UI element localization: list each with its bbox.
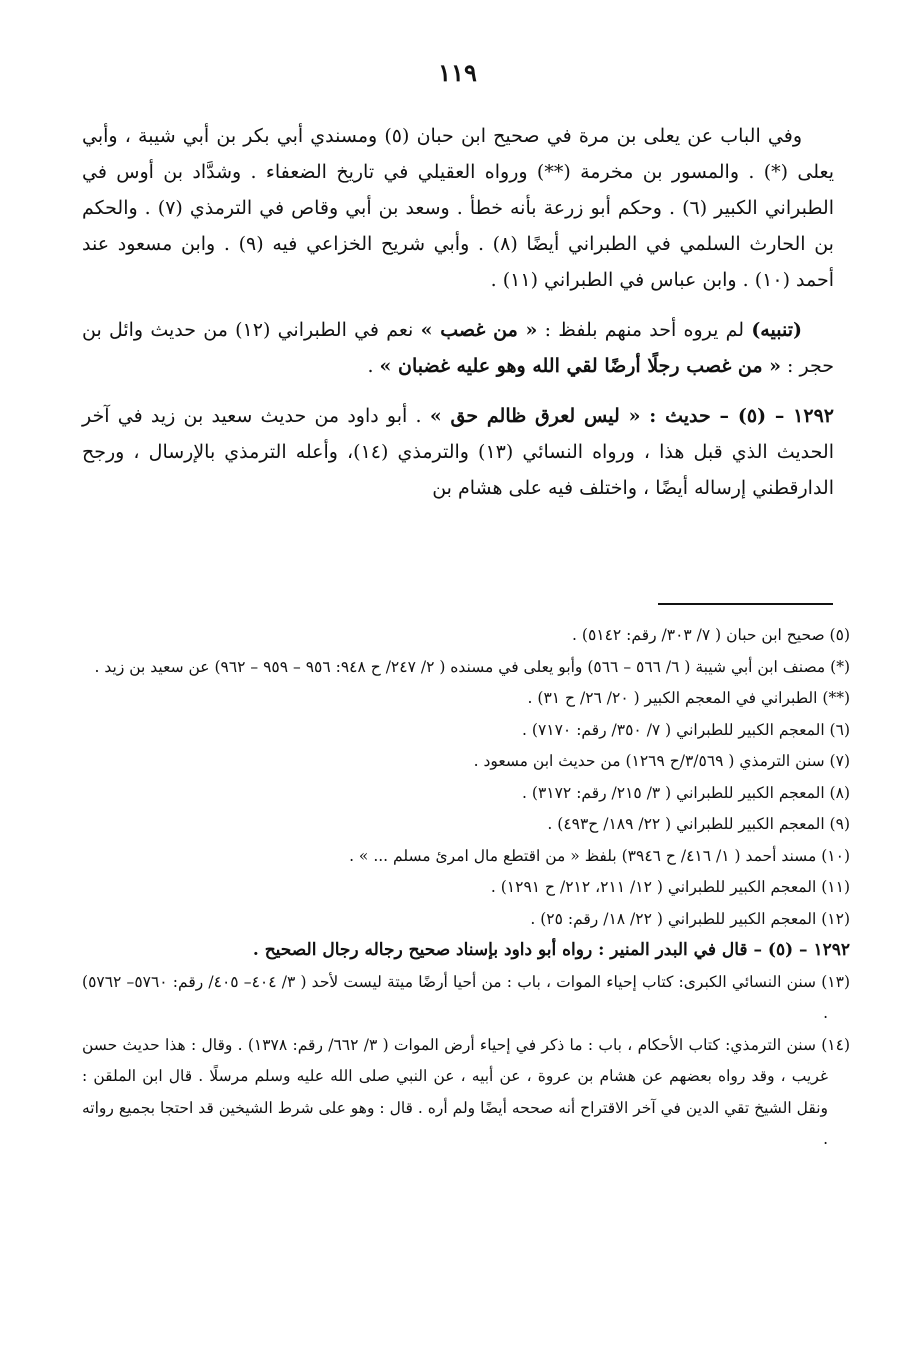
footnote: (١٤) سنن الترمذي: كتاب الأحكام ، باب : ما ذكر في إحياء أرض الموات ( ٣/ ٦٦٢/ رقم: ١٣٧٨) . وقال : هذا حديث حسن غريب ، وقد رواه بعضهم عن هشام بن عروة ، عن أبيه ، عن النبي صلى الله عليه وسلم مرسلًا . قال ابن الملقن : ونقل الشيخ تقي الدين في آخر الاقتراح أنه صححه أيضًا ولم أره . قال : وهو على شرط الشيخين قد احتجا بجميع رواته . bbox=[82, 1035, 850, 1148]
footnote: (٥) صحيح ابن حبان ( ٧/ ٣٠٣/ رقم: ٥١٤٢) . bbox=[572, 626, 850, 644]
footnote: (٩) المعجم الكبير للطبراني ( ٢٢/ ١٨٩/ ح٤٩٣) . bbox=[547, 815, 850, 833]
footnote: (١٠) مسند أحمد ( ١/ ٤١٦/ ح ٣٩٤٦) بلفظ « من اقتطع مال امرئ مسلم ... » . bbox=[349, 846, 850, 865]
footnotes bbox=[82, 620, 850, 1156]
footnote: (٦) المعجم الكبير للطبراني ( ٧/ ٣٥٠/ رقم: ٧١٧٠) . bbox=[522, 720, 850, 739]
note-quote-a: « من غصب » bbox=[420, 319, 538, 341]
main-text bbox=[82, 118, 834, 506]
paragraph-note bbox=[82, 312, 834, 384]
footnote: (١١) المعجم الكبير للطبراني ( ١٢/ ٢١١، ٢١٢/ ح ١٢٩١) . bbox=[490, 878, 850, 896]
footnote-hadith-1292: ١٢٩٢ – (٥) – قال في البدر المنير : رواه أبو داود بإسناد صحيح رجاله رجال الصحيح . bbox=[252, 940, 850, 960]
note-label: (تنبيه) bbox=[751, 319, 802, 341]
footnote: (٨) المعجم الكبير للطبراني ( ٣/ ٢١٥/ رقم: ٣١٧٢) . bbox=[522, 783, 850, 802]
footnote-separator bbox=[658, 603, 833, 605]
note-end: . bbox=[367, 355, 380, 377]
note-text-b: نعم في الطبراني (١٢) من حديث وائل بن حجر : bbox=[82, 319, 834, 377]
paragraph-hadith-1292 bbox=[82, 398, 834, 506]
paragraph-hadith-chains: وفي الباب عن يعلى بن مرة في صحيح ابن حبان (٥) ومسندي أبي بكر بن أبي شيبة ، وأبي يعلى (*) . والمسور بن مخرمة (**) ورواه العقيلي في تاريخ الضعفاء . وشدَّاد بن أوس في الطبراني الكبير (٦) . وحكم أبو زرعة بأنه خطأ . وسعد بن أبي وقاص في الترمذي (٧) . والحكم بن الحارث السلمي في الطبراني أيضًا (٨) . وأبي شريح الخزاعي فيه (٩) . وابن مسعود عند أحمد (١٠) . وابن عباس في الطبراني (١١) . bbox=[82, 125, 834, 291]
note-quote-b: « من غصب رجلًا أرضًا لقي الله وهو عليه غضبان » bbox=[379, 355, 782, 377]
footnote: (**) الطبراني في المعجم الكبير ( ٢٠/ ٢٦/ ح ٣١) . bbox=[527, 689, 850, 707]
page-number: ١١٩ bbox=[438, 58, 477, 87]
note-text-a: لم يروه أحد منهم بلفظ : bbox=[537, 319, 752, 341]
hadith-text: . أبو داود من حديث سعيد بن زيد في آخر الحديث الذي قبل هذا ، ورواه النسائي (١٣) والترمذي (١٤)، وأعله الترمذي بالإرسال ، ورجح الدارقطني إرساله أيضًا ، واختلف فيه على هشام بن bbox=[82, 405, 834, 499]
footnote: (٧) سنن الترمذي ( ٣/٥٦٩/ح ١٢٦٩) من حديث ابن مسعود . bbox=[473, 752, 850, 770]
hadith-heading: ١٢٩٢ – (٥) – حديث : « ليس لعرق ظالم حق » bbox=[429, 405, 834, 427]
footnote: (١٣) سنن النسائي الكبرى: كتاب إحياء الموات ، باب : من أحيا أرضًا ميتة ليست لأحد ( ٣/ ٤٠٤– ٤٠٥/ رقم: ٥٧٦٠– ٥٧٦٢) . bbox=[82, 972, 850, 1022]
footnote: (*) مصنف ابن أبي شيبة ( ٦/ ٥٦٦ – ٥٦٦) وأبو يعلى في مسنده ( ٢/ ٢٤٧/ ح ٩٤٨: ٩٥٦ – ٩٥٩ – ٩٦٢) عن سعيد بن زيد . bbox=[94, 657, 850, 676]
footnote: (١٢) المعجم الكبير للطبراني ( ٢٢/ ١٨/ رقم: ٢٥) . bbox=[530, 909, 850, 928]
